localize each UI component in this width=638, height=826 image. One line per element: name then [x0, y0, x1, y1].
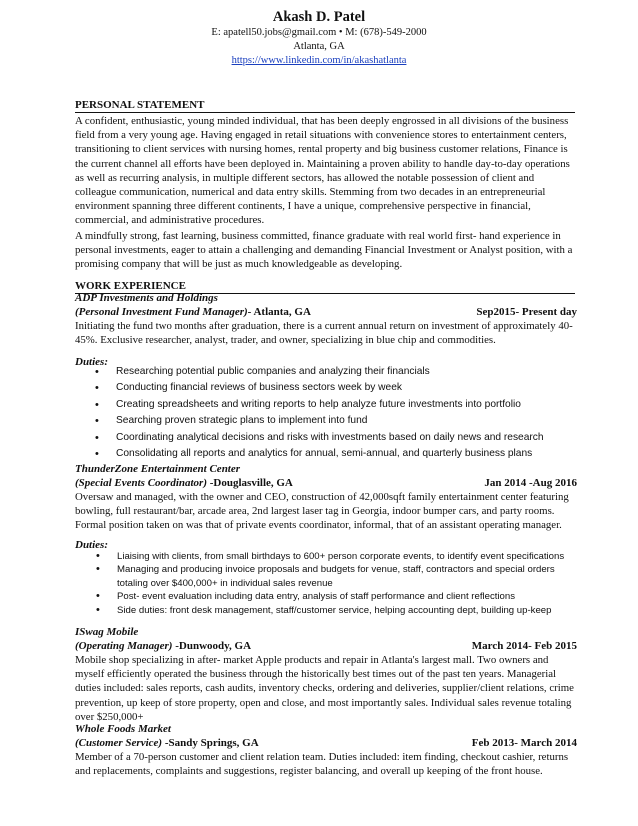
contact-line: E: apatell50.jobs@gmail.com • M: (678)-549-2000 — [211, 27, 427, 38]
job-location: -Sandy Springs, GA — [162, 737, 259, 749]
resume-header — [0, 8, 638, 68]
candidate-name: Akash D. Patel — [272, 9, 366, 25]
duty-item: • Searching proven strategic plans to implement into fund — [116, 413, 586, 429]
job-role: (Personal Investment Fund Manager) — [75, 306, 248, 318]
job-role-line — [75, 477, 577, 490]
duty-item: • Post- event evaluation including data entry, analysis of staff performance and client reflections — [117, 590, 587, 603]
job-summary: Member of a 70-person customer and client relation team. Duties included: item finding, checkout cashier, returns and replacements, complaints and suggestions, register balancing, and overall up keeping of the front house. — [75, 751, 569, 778]
job-company: Whole Foods Market — [75, 723, 171, 735]
job-role: (Customer Service) — [75, 737, 163, 749]
duty-item: • Liaising with clients, from small birthdays to 600+ person corporate events, to identify event specifications — [117, 550, 587, 563]
job-company: ISwag Mobile — [75, 626, 139, 638]
duty-item: • Managing and producing invoice proposals and budgets for venue, staff, contractors and special orders totaling over $400,000+ in individual sales revenue — [117, 563, 587, 590]
duty-item: • Coordinating analytical decisions and risks with investments based on daily news and research — [116, 430, 586, 446]
duty-item: • Researching potential public companies and analyzing their financials — [116, 364, 586, 380]
job-role-line — [75, 640, 577, 653]
duties-list — [116, 364, 586, 462]
job-role-line — [75, 306, 577, 319]
job-role: (Special Events Coordinator) — [75, 477, 208, 489]
job-role: (Operating Manager) — [75, 640, 173, 652]
personal-statement-para-1: A confident, enthusiastic, young minded individual, that has been deeply engrossed in all divisions of the business field from a very young age. Having engaged in retail situations with convenience stores to entertainment centers, transitioning to client services with nursing homes, rental property and big business customer relations, Finance is the current channel all efforts have been deployed in. Maintaining a proven ability to handle day-to-day operations as well as recurring analysis, in multiple different sectors, has allowed the notable possession of client and colleague communication, numerical and data entry skills. Stemming from two decades in an entrepreneurial environment spanning three different continents, I have a unique, comprehensive perspective in financial, commercial, and administrative procedures. — [75, 115, 570, 227]
job-company: ADP Investments and Holdings — [75, 292, 218, 304]
job-role-line — [75, 737, 577, 750]
duty-item: • Consolidating all reports and analytics for annual, semi-annual, and quarterly business plans — [116, 446, 586, 462]
duties-label: Duties: — [75, 539, 108, 551]
job-location: -Dunwoody, GA — [172, 640, 252, 652]
job-dates: Sep2015- Present day — [476, 306, 577, 318]
duties-label: Duties: — [75, 356, 108, 368]
location-line: Atlanta, GA — [293, 41, 345, 52]
job-dates: Feb 2013- March 2014 — [471, 737, 577, 749]
linkedin-link[interactable]: https://www.linkedin.com/in/akashatlanta — [231, 55, 407, 66]
duty-item: • Creating spreadsheets and writing reports to help analyze future investments into portfolio — [116, 397, 586, 413]
job-summary: Initiating the fund two months after graduation, there is a current annual return on investment of approximately 40-45%. Exclusive researcher, analyst, trader, and owner, specializing in blue chip and commodities. — [75, 320, 573, 347]
job-location: -Douglasville, GA — [207, 477, 293, 489]
job-dates: Jan 2014 -Aug 2016 — [484, 477, 577, 489]
duties-list — [117, 550, 587, 617]
job-location: - Atlanta, GA — [247, 306, 311, 318]
job-summary: Mobile shop specializing in after- market Apple products and repair in Atlanta's largest mall. Two owners and myself efficiently operated the business through the historically best times out of the past ten years. Managerial duties included: sales reports, cash audits, inventory checks, ordering and deliveries, supplier/client relations, crime prevention, up keep of store property, open and close, and most importantly sales. Individual sales revenue totaling over $250,000+ — [75, 654, 574, 723]
job-company: ThunderZone Entertainment Center — [75, 463, 241, 475]
job-summary: Oversaw and managed, with the owner and CEO, construction of 42,000sqft family entertainment center featuring bowling, full restaurant/bar, arcade area, 2nd largest laser tag in Georgia, indoor bumper cars, and party rooms. Formal position taken on was that of private events coordinator, informal, that of an assistant operating manager. — [75, 491, 569, 532]
job-dates: March 2014- Feb 2015 — [471, 640, 577, 652]
duty-item: • Side duties: front desk management, staff/customer service, helping accounting dept, building up-keep — [117, 604, 587, 617]
personal-statement-para-2: A mindfully strong, fast learning, business committed, finance graduate with real world first- hand experience in personal investments, eager to attain a challenging and demanding Financial Investment or Analyst position, with a promising company that will be just as much knowledgeable as developing. — [75, 230, 573, 271]
duty-item: • Conducting financial reviews of business sectors week by week — [116, 380, 586, 396]
work-experience-title: WORK EXPERIENCE — [75, 280, 575, 294]
personal-statement-title: PERSONAL STATEMENT — [75, 99, 575, 113]
